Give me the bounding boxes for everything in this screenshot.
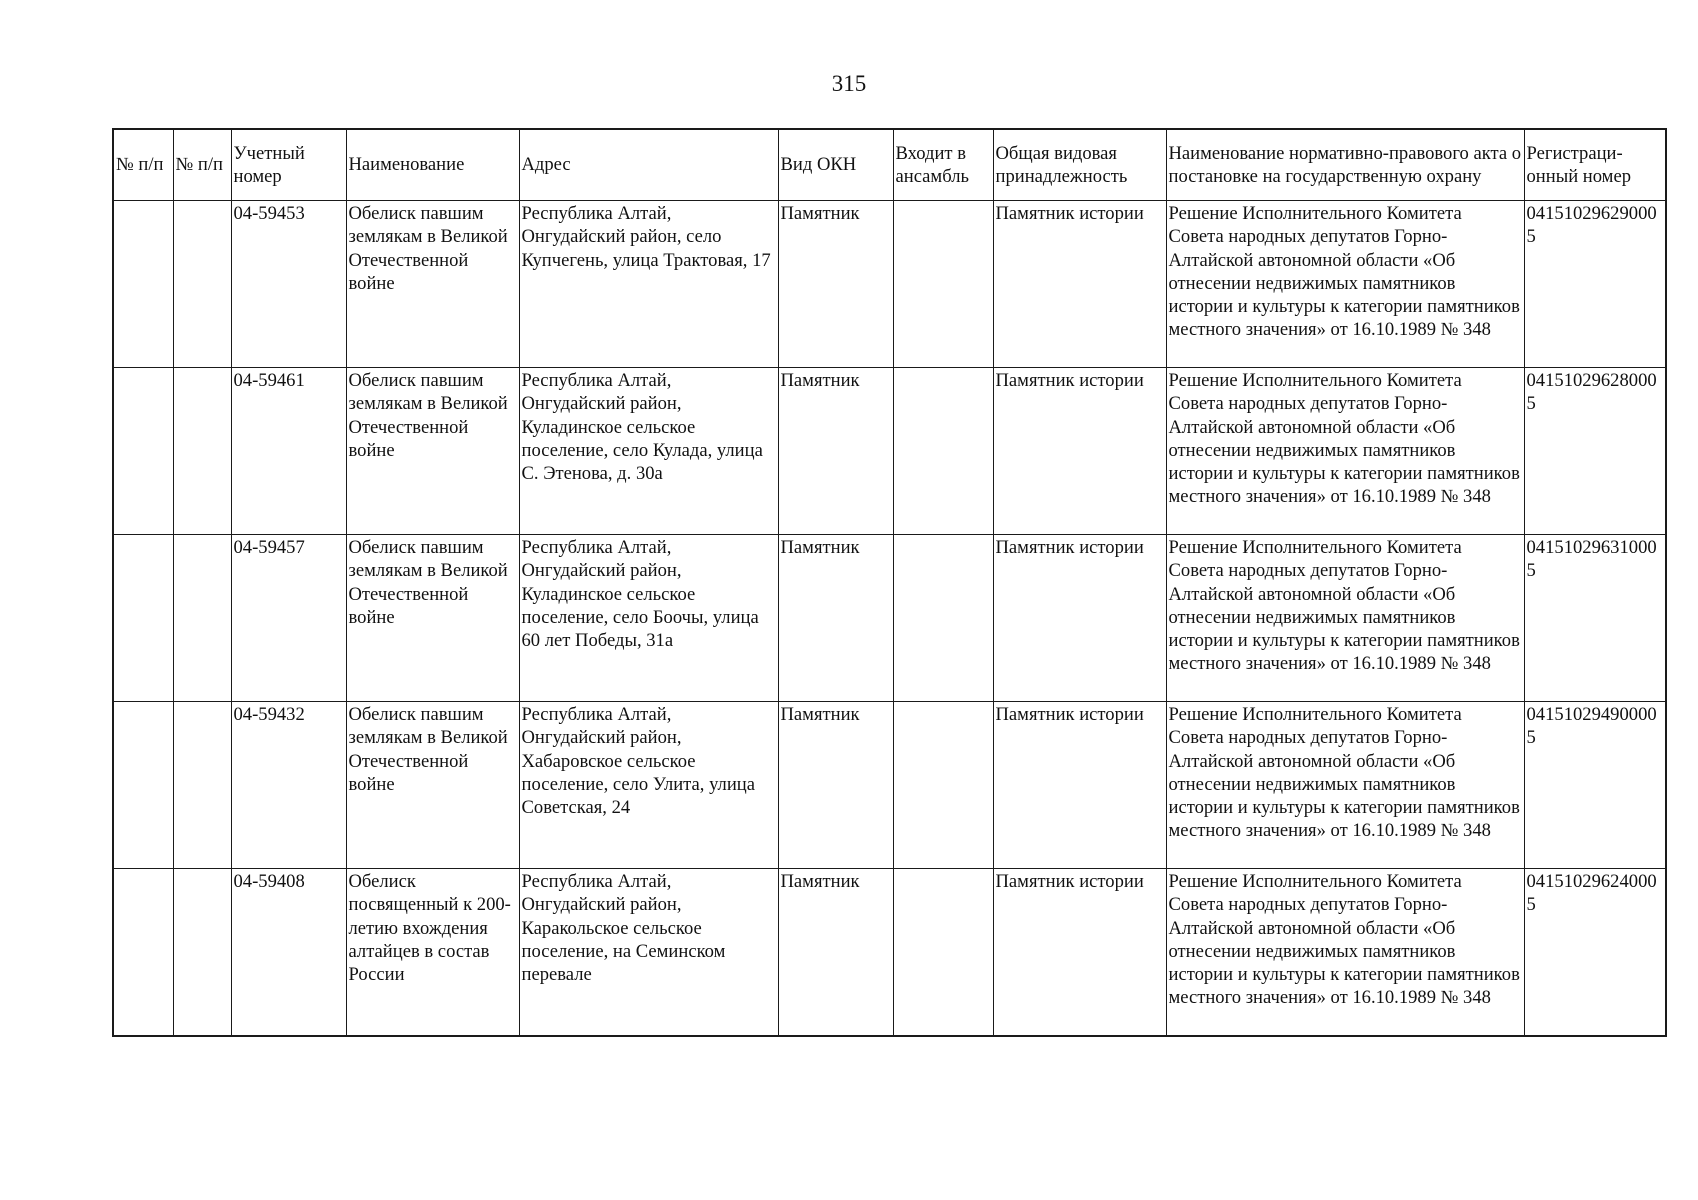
cell-registration-number: 041510296240005 <box>1524 869 1666 1036</box>
cell-name: Обелиск павшим землякам в Великой Отечественной войне <box>346 201 519 368</box>
table-row <box>113 201 1666 368</box>
cell-number-2 <box>173 869 231 1036</box>
cell-number-2 <box>173 201 231 368</box>
cell-ensemble <box>893 535 993 702</box>
cell-number-2 <box>173 368 231 535</box>
cell-ensemble <box>893 201 993 368</box>
cell-category: Памятник истории <box>993 869 1166 1036</box>
cell-number-1 <box>113 869 173 1036</box>
column-header-legal-act: Наименование нормативно-правового акта о постановке на государственную охрану <box>1166 129 1524 201</box>
cell-number-1 <box>113 201 173 368</box>
cell-registration-number: 041510296280005 <box>1524 368 1666 535</box>
column-header-address: Адрес <box>519 129 778 201</box>
cell-account-number: 04-59457 <box>231 535 346 702</box>
column-header-object-type: Вид ОКН <box>778 129 893 201</box>
page-number: 315 <box>831 71 867 96</box>
heritage-registry-table <box>112 128 1667 1037</box>
cell-object-type: Памятник <box>778 368 893 535</box>
cell-registration-number: 041510294900005 <box>1524 702 1666 869</box>
cell-name: Обелиск посвященный к 200-летию вхождения алтайцев в состав России <box>346 869 519 1036</box>
cell-legal-act: Решение Исполнительного Комитета Совета народных депутатов Горно-Алтайской автономной области «Об отнесении недвижимых памятников истории и культуры к категории памятников местного значения» от 16.10.1989 № 348 <box>1166 702 1524 869</box>
cell-account-number: 04-59461 <box>231 368 346 535</box>
cell-number-2 <box>173 702 231 869</box>
column-header-ensemble: Входит в ансамбль <box>893 129 993 201</box>
cell-number-2 <box>173 535 231 702</box>
table-row <box>113 702 1666 869</box>
column-header-category: Общая видовая принадлежность <box>993 129 1166 201</box>
cell-name: Обелиск павшим землякам в Великой Отечественной войне <box>346 702 519 869</box>
table-row <box>113 535 1666 702</box>
cell-object-type: Памятник <box>778 535 893 702</box>
cell-name: Обелиск павшим землякам в Великой Отечественной войне <box>346 535 519 702</box>
cell-category: Памятник истории <box>993 702 1166 869</box>
table-row <box>113 368 1666 535</box>
cell-legal-act: Решение Исполнительного Комитета Совета народных депутатов Горно-Алтайской автономной области «Об отнесении недвижимых памятников истории и культуры к категории памятников местного значения» от 16.10.1989 № 348 <box>1166 201 1524 368</box>
column-header-account-number: Учетный номер <box>231 129 346 201</box>
cell-category: Памятник истории <box>993 535 1166 702</box>
cell-account-number: 04-59408 <box>231 869 346 1036</box>
cell-ensemble <box>893 368 993 535</box>
cell-registration-number: 041510296310005 <box>1524 535 1666 702</box>
cell-account-number: 04-59453 <box>231 201 346 368</box>
cell-category: Памятник истории <box>993 368 1166 535</box>
cell-object-type: Памятник <box>778 702 893 869</box>
column-header-number-2: № п/п <box>173 129 231 201</box>
cell-object-type: Памятник <box>778 869 893 1036</box>
cell-address: Республика Алтай, Онгудайский район, Куладинское сельское поселение, село Кулада, улица С. Этенова, д. 30а <box>519 368 778 535</box>
cell-address: Республика Алтай, Онгудайский район, Куладинское сельское поселение, село Боочы, улица 60 лет Победы, 31а <box>519 535 778 702</box>
cell-address: Республика Алтай, Онгудайский район, село Купчегень, улица Трактовая, 17 <box>519 201 778 368</box>
cell-number-1 <box>113 535 173 702</box>
cell-object-type: Памятник <box>778 201 893 368</box>
cell-name: Обелиск павшим землякам в Великой Отечественной войне <box>346 368 519 535</box>
column-header-name: Наименование <box>346 129 519 201</box>
cell-registration-number: 041510296290005 <box>1524 201 1666 368</box>
column-header-registration-number: Регистраци-онный номер <box>1524 129 1666 201</box>
column-header-number-1: № п/п <box>113 129 173 201</box>
cell-number-1 <box>113 702 173 869</box>
cell-legal-act: Решение Исполнительного Комитета Совета народных депутатов Горно-Алтайской автономной области «Об отнесении недвижимых памятников истории и культуры к категории памятников местного значения» от 16.10.1989 № 348 <box>1166 368 1524 535</box>
cell-ensemble <box>893 869 993 1036</box>
cell-category: Памятник истории <box>993 201 1166 368</box>
cell-legal-act: Решение Исполнительного Комитета Совета народных депутатов Горно-Алтайской автономной области «Об отнесении недвижимых памятников истории и культуры к категории памятников местного значения» от 16.10.1989 № 348 <box>1166 535 1524 702</box>
cell-address: Республика Алтай, Онгудайский район, Каракольское сельское поселение, на Семинском перевале <box>519 869 778 1036</box>
cell-number-1 <box>113 368 173 535</box>
table-row <box>113 869 1666 1036</box>
cell-ensemble <box>893 702 993 869</box>
table-header-row <box>113 129 1666 201</box>
cell-address: Республика Алтай, Онгудайский район, Хабаровское сельское поселение, село Улита, улица Советская, 24 <box>519 702 778 869</box>
cell-legal-act: Решение Исполнительного Комитета Совета народных депутатов Горно-Алтайской автономной области «Об отнесении недвижимых памятников истории и культуры к категории памятников местного значения» от 16.10.1989 № 348 <box>1166 869 1524 1036</box>
cell-account-number: 04-59432 <box>231 702 346 869</box>
